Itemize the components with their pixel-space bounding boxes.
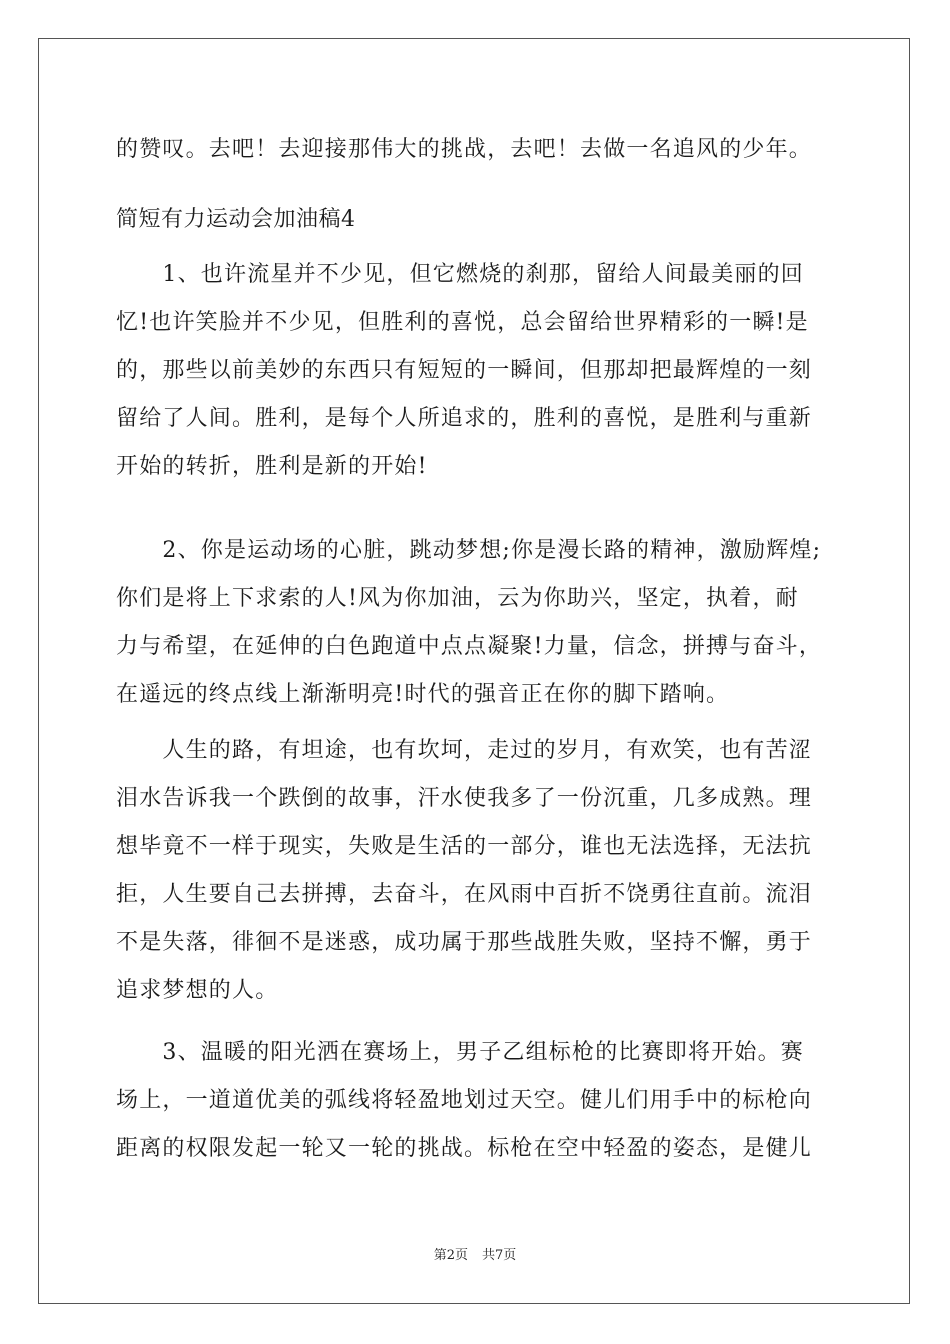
text-line: 的，那些以前美妙的东西只有短短的一瞬间，但那却把最辉煌的一刻	[116, 358, 813, 383]
text-line: 1、也许流星并不少见，但它燃烧的刹那，留给人间最美丽的回	[116, 262, 804, 287]
text-line: 人生的路，有坦途，也有坎坷，走过的岁月，有欢笑，也有苦涩	[116, 738, 813, 763]
text-line: 的赞叹。去吧！去迎接那伟大的挑战，去吧！去做一名追风的少年。	[116, 137, 813, 162]
page-footer	[0, 1247, 950, 1265]
page-total: 共7页	[482, 1248, 517, 1263]
paragraph-4	[116, 1029, 838, 1173]
paragraph-1	[116, 251, 838, 491]
text-line: 想毕竟不一样于现实，失败是生活的一部分，谁也无法选择，无法抗	[116, 834, 813, 859]
text-line: 2、你是运动场的心脏，跳动梦想;你是漫长路的精神，激励辉煌;	[116, 538, 822, 563]
text-line: 距离的权限发起一轮又一轮的挑战。标枪在空中轻盈的姿态，是健儿	[116, 1136, 813, 1161]
paragraph-2	[116, 527, 838, 719]
section-title: 简短有力运动会加油稿4	[116, 207, 356, 232]
text-line: 忆!也许笑脸并不少见，但胜利的喜悦，总会留给世界精彩的一瞬!是	[116, 310, 809, 335]
text-line: 力与希望，在延伸的白色跑道中点点凝聚!力量，信念，拼搏与奋斗，	[116, 634, 823, 659]
text-line: 泪水告诉我一个跌倒的故事，汗水使我多了一份沉重，几多成熟。理	[116, 786, 813, 811]
text-line: 开始的转折，胜利是新的开始!	[116, 454, 428, 479]
text-line: 追求梦想的人。	[116, 978, 279, 1003]
text-line: 拒，人生要自己去拼搏，去奋斗，在风雨中百折不饶勇往直前。流泪	[116, 882, 813, 907]
text-line: 场上，一道道优美的弧线将轻盈地划过天空。健儿们用手中的标枪向	[116, 1088, 813, 1113]
text-line: 你们是将上下求索的人!风为你加油，云为你助兴，坚定，执着，耐	[116, 586, 799, 611]
page-number: 第2页	[433, 1248, 468, 1263]
text-line: 留给了人间。胜利，是每个人所追求的，胜利的喜悦，是胜利与重新	[116, 406, 813, 431]
paragraph-3	[116, 727, 838, 1015]
text-line: 在遥远的终点线上渐渐明亮!时代的强音正在你的脚下踏响。	[116, 682, 730, 707]
text-line: 不是失落，徘徊不是迷惑，成功属于那些战胜失败，坚持不懈，勇于	[116, 930, 813, 955]
text-line: 3、温暖的阳光洒在赛场上，男子乙组标枪的比赛即将开始。赛	[116, 1040, 804, 1065]
intro-paragraph	[116, 126, 838, 174]
